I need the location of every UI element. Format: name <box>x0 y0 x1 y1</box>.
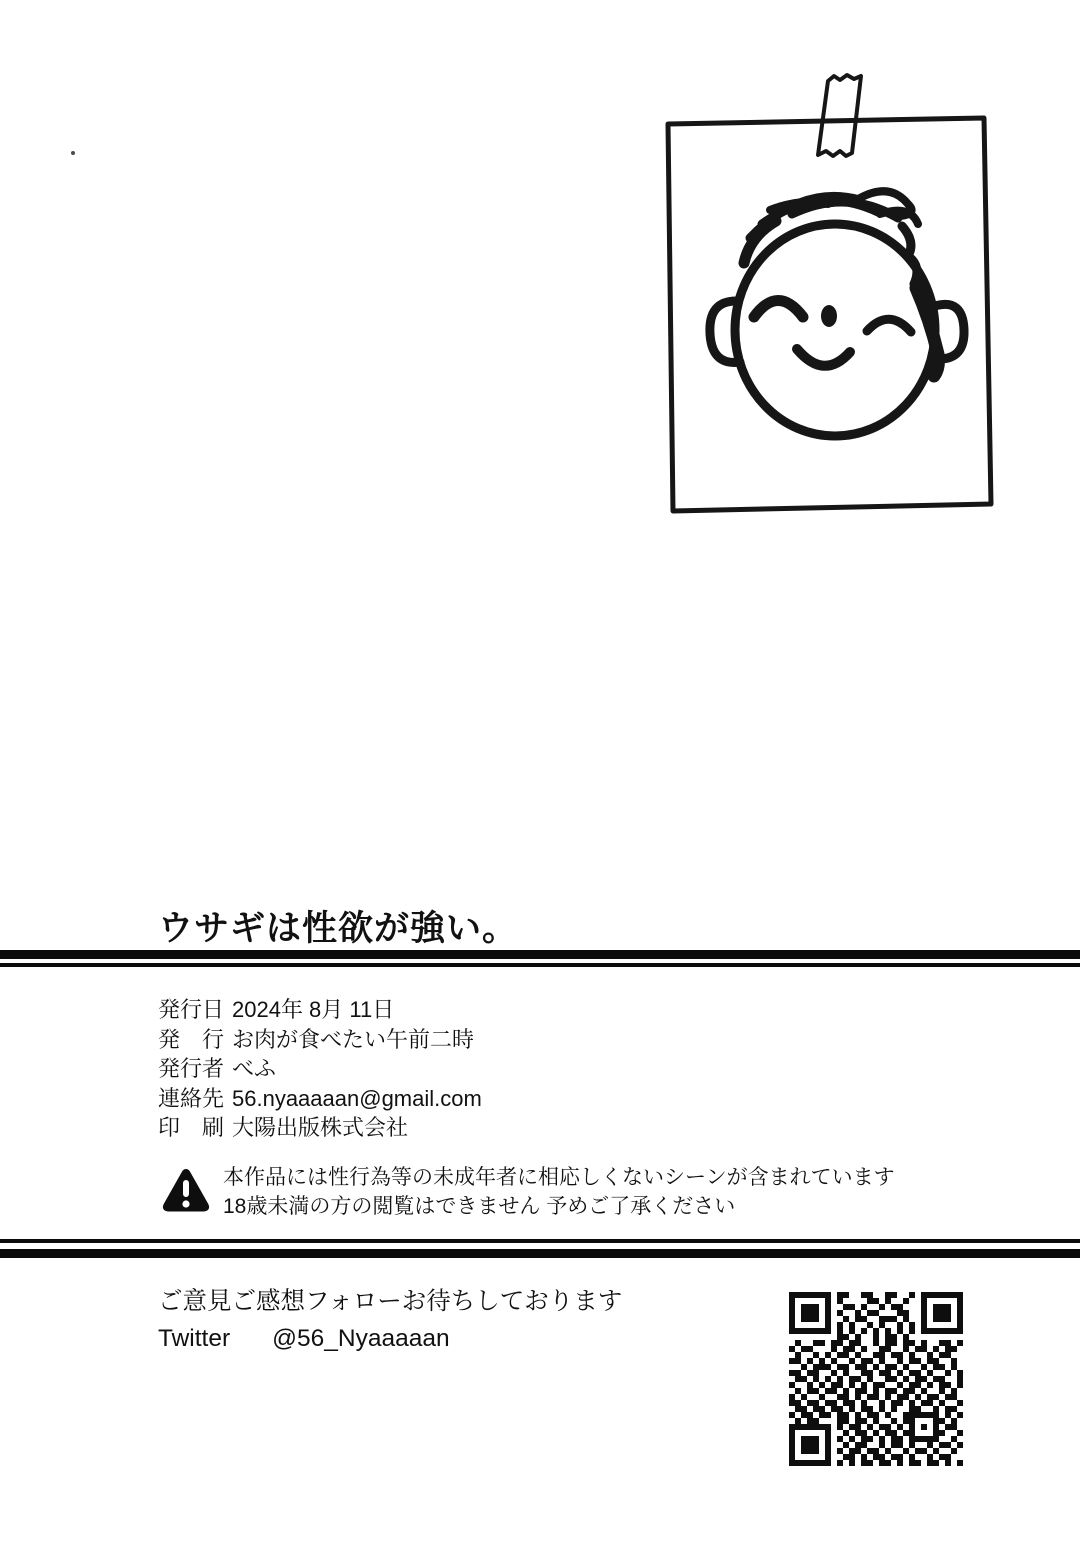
page-title: ウサギは性欲が強い。 <box>158 909 519 948</box>
info-label: 連絡先 <box>158 1085 225 1111</box>
hair-stroke <box>902 226 917 284</box>
twitter-line <box>158 1320 622 1357</box>
info-label: 発行日 <box>158 997 225 1022</box>
warning-notice <box>162 1164 895 1221</box>
info-value: べふ <box>232 1056 277 1081</box>
info-row-publisher-circle <box>158 1025 482 1055</box>
smiley-face-drawing <box>650 58 1010 528</box>
info-value: お肉が食べたい午前二時 <box>232 1026 475 1052</box>
right-eye <box>867 319 911 332</box>
tape-strip-icon <box>818 75 861 156</box>
info-label: 発行者 <box>158 1056 225 1081</box>
twitter-handle: @56_Nyaaaaan <box>272 1325 450 1352</box>
divider-top-thick <box>0 950 1080 959</box>
warning-line2: 18歳未満の方の閲覧はできません 予めご了承ください <box>223 1194 736 1218</box>
footer-message: ご意見ご感想フォローお待ちしております <box>158 1288 623 1315</box>
nose-dot <box>821 305 837 327</box>
footer-block <box>158 1283 622 1357</box>
divider-bottom-thick <box>0 1249 1080 1258</box>
info-value: 2024年 8月 11日 <box>232 997 395 1022</box>
warning-triangle-icon <box>162 1167 210 1213</box>
info-label: 印 刷 <box>158 1115 225 1140</box>
twitter-label: Twitter <box>158 1325 231 1352</box>
info-row-printer <box>158 1113 482 1143</box>
info-row-author <box>158 1054 482 1084</box>
contact-email: 56.nyaaaaan@gmail.com <box>232 1085 482 1111</box>
colophon-info-list <box>158 995 482 1143</box>
warning-line1: 本作品には性行為等の未成年者に相応しくないシーンが含まれています <box>223 1166 895 1189</box>
smile-mouth <box>797 349 850 366</box>
divider-top-thin <box>0 963 1080 967</box>
warning-text <box>223 1164 895 1221</box>
info-label: 発 行 <box>158 1026 225 1052</box>
left-eye <box>754 301 803 318</box>
ink-speck <box>71 151 75 155</box>
info-value: 大陽出版株式会社 <box>232 1115 409 1140</box>
qr-code <box>789 1292 963 1466</box>
info-row-publish-date <box>158 995 482 1025</box>
divider-bottom-thin <box>0 1239 1080 1243</box>
taped-drawing <box>650 58 1010 528</box>
info-row-contact <box>158 1084 482 1114</box>
